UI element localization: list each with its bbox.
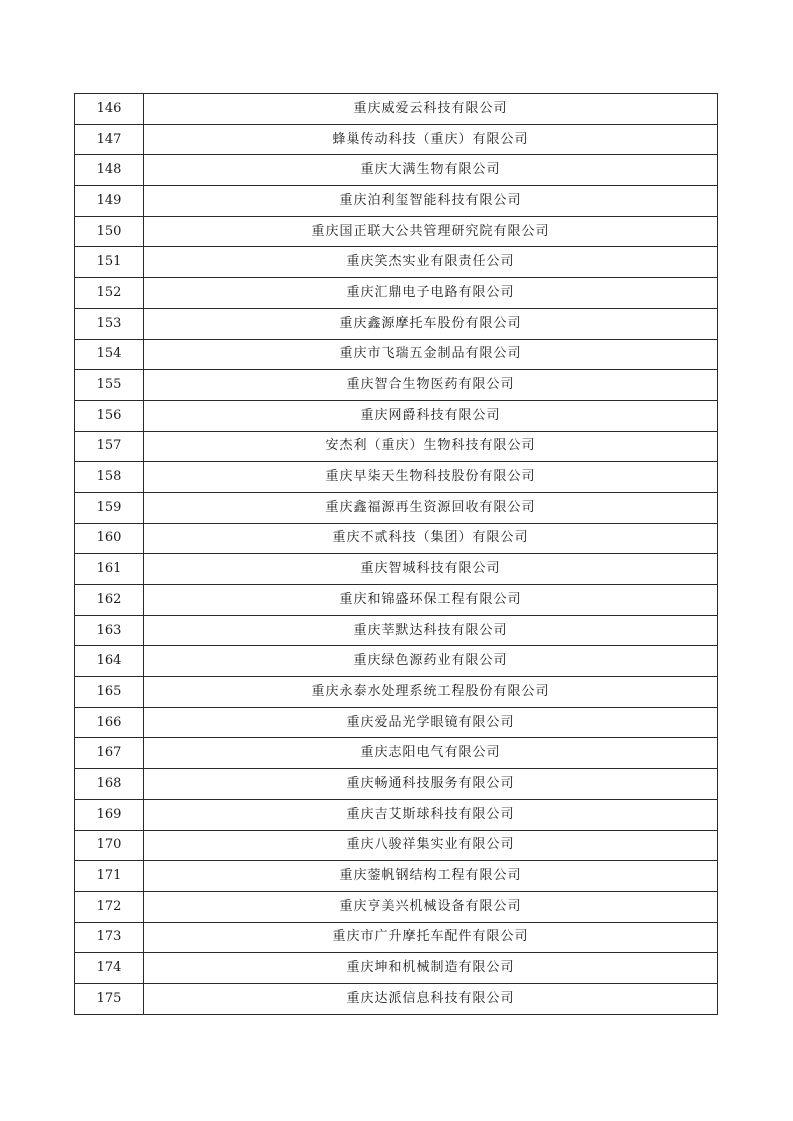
table-row	[75, 308, 718, 339]
company-name: 重庆市飞瑞五金制品有限公司	[144, 339, 718, 370]
company-name: 重庆永泰水处理系统工程股份有限公司	[144, 677, 718, 708]
row-number: 166	[75, 707, 144, 738]
table-row	[75, 922, 718, 953]
table-row	[75, 124, 718, 155]
company-name: 重庆笑杰实业有限责任公司	[144, 247, 718, 278]
company-name: 重庆鑫福源再生资源回收有限公司	[144, 492, 718, 523]
table-row	[75, 799, 718, 830]
table-row	[75, 830, 718, 861]
table-row	[75, 370, 718, 401]
row-number: 164	[75, 646, 144, 677]
row-number: 158	[75, 462, 144, 493]
company-name: 重庆吉艾斯球科技有限公司	[144, 799, 718, 830]
table-row	[75, 891, 718, 922]
row-number: 157	[75, 431, 144, 462]
company-name: 蜂巢传动科技（重庆）有限公司	[144, 124, 718, 155]
table-row	[75, 646, 718, 677]
row-number: 151	[75, 247, 144, 278]
table-row	[75, 462, 718, 493]
company-name: 重庆志阳电气有限公司	[144, 738, 718, 769]
row-number: 156	[75, 400, 144, 431]
table-row	[75, 216, 718, 247]
company-name: 重庆鑫源摩托车股份有限公司	[144, 308, 718, 339]
row-number: 147	[75, 124, 144, 155]
company-name: 重庆智城科技有限公司	[144, 554, 718, 585]
company-name: 安杰利（重庆）生物科技有限公司	[144, 431, 718, 462]
row-number: 170	[75, 830, 144, 861]
row-number: 159	[75, 492, 144, 523]
table-row	[75, 247, 718, 278]
company-name: 重庆绿色源药业有限公司	[144, 646, 718, 677]
table-row	[75, 769, 718, 800]
row-number: 175	[75, 983, 144, 1014]
table-row	[75, 155, 718, 186]
row-number: 152	[75, 278, 144, 309]
row-number: 153	[75, 308, 144, 339]
company-name: 重庆莘默达科技有限公司	[144, 615, 718, 646]
table-row	[75, 585, 718, 616]
table-row	[75, 677, 718, 708]
table-row	[75, 983, 718, 1014]
row-number: 171	[75, 861, 144, 892]
company-name: 重庆市广升摩托车配件有限公司	[144, 922, 718, 953]
company-list-table	[74, 93, 718, 1015]
company-name: 重庆亨美兴机械设备有限公司	[144, 891, 718, 922]
row-number: 165	[75, 677, 144, 708]
table-row	[75, 339, 718, 370]
row-number: 155	[75, 370, 144, 401]
company-name: 重庆网爵科技有限公司	[144, 400, 718, 431]
company-name: 重庆不贰科技（集团）有限公司	[144, 523, 718, 554]
company-name: 重庆和锦盛环保工程有限公司	[144, 585, 718, 616]
company-name: 重庆威爱云科技有限公司	[144, 94, 718, 125]
company-name: 重庆坤和机械制造有限公司	[144, 953, 718, 984]
company-name: 重庆大满生物有限公司	[144, 155, 718, 186]
row-number: 150	[75, 216, 144, 247]
row-number: 172	[75, 891, 144, 922]
table-row	[75, 953, 718, 984]
row-number: 167	[75, 738, 144, 769]
table-row	[75, 186, 718, 217]
company-name: 重庆达派信息科技有限公司	[144, 983, 718, 1014]
row-number: 169	[75, 799, 144, 830]
company-name: 重庆蓥帆钢结构工程有限公司	[144, 861, 718, 892]
table-row	[75, 615, 718, 646]
company-name: 重庆畅通科技服务有限公司	[144, 769, 718, 800]
company-list-body	[75, 94, 718, 1015]
table-row	[75, 738, 718, 769]
company-name: 重庆国正联大公共管理研究院有限公司	[144, 216, 718, 247]
company-name: 重庆爱品光学眼镜有限公司	[144, 707, 718, 738]
row-number: 160	[75, 523, 144, 554]
table-row	[75, 861, 718, 892]
table-row	[75, 278, 718, 309]
company-name: 重庆汇鼎电子电路有限公司	[144, 278, 718, 309]
table-row	[75, 554, 718, 585]
row-number: 168	[75, 769, 144, 800]
company-name: 重庆智合生物医药有限公司	[144, 370, 718, 401]
company-name: 重庆早柒天生物科技股份有限公司	[144, 462, 718, 493]
row-number: 173	[75, 922, 144, 953]
row-number: 154	[75, 339, 144, 370]
table-row	[75, 94, 718, 125]
row-number: 149	[75, 186, 144, 217]
table-row	[75, 400, 718, 431]
row-number: 146	[75, 94, 144, 125]
table-row	[75, 707, 718, 738]
row-number: 163	[75, 615, 144, 646]
row-number: 174	[75, 953, 144, 984]
row-number: 148	[75, 155, 144, 186]
table-row	[75, 523, 718, 554]
row-number: 162	[75, 585, 144, 616]
row-number: 161	[75, 554, 144, 585]
table-row	[75, 492, 718, 523]
table-row	[75, 431, 718, 462]
company-name: 重庆泊利玺智能科技有限公司	[144, 186, 718, 217]
company-name: 重庆八骏祥集实业有限公司	[144, 830, 718, 861]
